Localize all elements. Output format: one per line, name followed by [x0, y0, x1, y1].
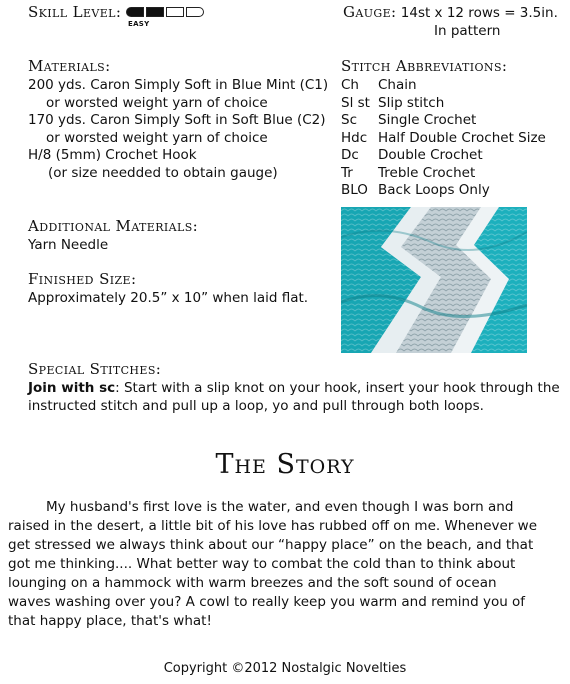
abbreviation-meaning: Chain [378, 77, 417, 93]
gauge [343, 4, 558, 23]
special-stitch-line [28, 380, 560, 398]
abbreviation-meaning: Slip stitch [378, 94, 445, 111]
abbreviation-meaning: Half Double Crochet Size [378, 129, 546, 146]
skill-level-segment [186, 7, 204, 17]
materials-line: or worsted weight yarn of choice [46, 94, 268, 111]
skill-level-segment [166, 7, 184, 17]
abbreviation-key: BLO [341, 182, 368, 198]
abbreviation-meaning: Treble Crochet [378, 164, 476, 181]
story-line: lounging on a hammock with warm breezes and the soft sound of ocean [8, 575, 497, 591]
materials-line: or worsted weight yarn of choice [46, 129, 268, 146]
materials-line: H/8 (5mm) Crochet Hook [28, 147, 197, 163]
skill-level-segment [126, 7, 144, 17]
story-line: raised in the desert, a little bit of his love has rubbed off on me. Whenever we [8, 518, 538, 534]
crochet-photo-image [341, 207, 527, 353]
skill-level-label: Skill Level: [28, 3, 122, 21]
materials-list [28, 77, 328, 182]
materials-line: 200 yds. Caron Simply Soft in Blue Mint (C1) [28, 77, 329, 93]
skill-level-text: EASY [128, 20, 150, 28]
abbreviation-key: Ch [341, 77, 359, 93]
abbreviation-row [341, 182, 546, 200]
abbreviations-table [341, 77, 546, 200]
crochet-photo [341, 207, 527, 353]
finished-size-text: Approximately 20.5” x 10” when laid flat. [28, 290, 309, 306]
gauge-value: 14st x 12 rows = 3.5in. [400, 5, 558, 21]
abbreviation-row [341, 147, 546, 165]
additional-materials-heading: Additional Materials: [28, 217, 199, 235]
abbreviation-key: Hdc [341, 129, 368, 146]
abbreviation-row [341, 130, 546, 148]
special-stitch-term: Join with sc [28, 380, 116, 396]
abbreviation-meaning: Back Loops Only [378, 182, 490, 198]
finished-size-heading: Finished Size: [28, 270, 137, 288]
story-body [8, 498, 537, 631]
story-line: get stressed we always think about our “happy place” on the beach, and that [8, 537, 534, 553]
special-stitch-desc-line2: instructed stitch and pull up a loop, yo and pull through both loops. [28, 398, 484, 414]
special-stitch-desc: : Start with a slip knot on your hook, insert your hook through the [115, 380, 560, 396]
story-line: got me thinking.... What better way to combat the cold than to think about [8, 556, 516, 572]
abbreviation-meaning: Single Crochet [378, 112, 477, 128]
gauge-label: Gauge: [343, 3, 397, 21]
abbreviation-meaning: Double Crochet [378, 147, 483, 163]
story-line: that happy place, that's what! [8, 613, 212, 629]
materials-line: 170 yds. Caron Simply Soft in Soft Blue (C2) [28, 112, 326, 128]
abbreviation-row [341, 112, 546, 130]
abbreviation-key: Dc [341, 147, 359, 163]
copyright: Copyright ©2012 Nostalgic Novelties [163, 661, 407, 676]
additional-materials-text: Yarn Needle [28, 237, 109, 253]
special-stitches-heading: Special Stitches: [28, 360, 162, 378]
materials-line: (or size needded to obtain gauge) [48, 164, 278, 181]
abbreviations-heading: Stitch Abbreviations: [341, 57, 508, 75]
materials-heading: Materials: [28, 57, 111, 75]
abbreviation-row [341, 77, 546, 95]
story-line: My husband's first love is the water, and even though I was born and [46, 499, 514, 515]
abbreviation-key: Sl st [341, 94, 370, 111]
story-title: The Story [215, 449, 355, 480]
story-line: waves washing over you? A cowl to really keep you warm and remind you of [8, 594, 526, 610]
abbreviation-row [341, 95, 546, 113]
skill-level-meter [126, 7, 204, 28]
gauge-note: In pattern [434, 23, 501, 39]
skill-level-segment [146, 7, 164, 17]
abbreviation-row [341, 165, 546, 183]
abbreviation-key: Tr [341, 164, 353, 181]
abbreviation-key: Sc [341, 112, 357, 128]
